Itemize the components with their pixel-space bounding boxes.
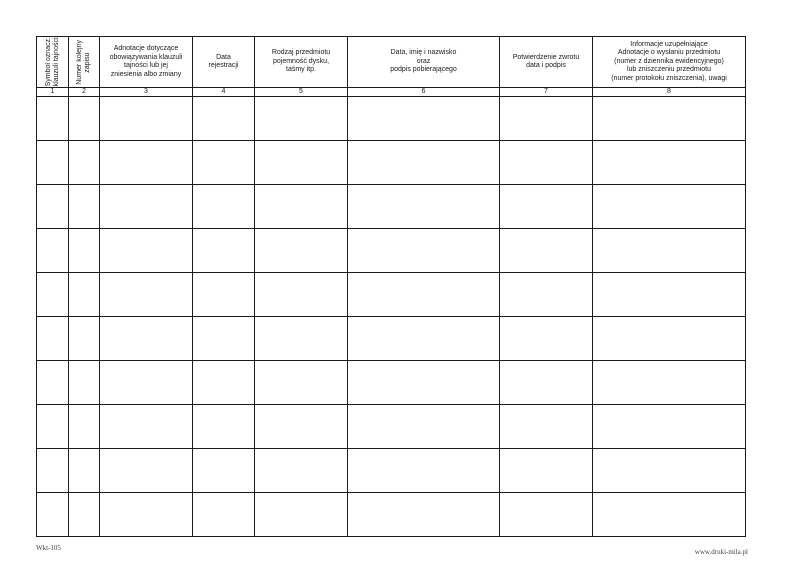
header-line: oraz: [416, 57, 431, 65]
entry-cell[interactable]: [348, 141, 500, 185]
register-table: [36, 36, 746, 537]
entry-cell[interactable]: [255, 493, 348, 537]
entry-cell[interactable]: [100, 361, 193, 405]
entry-cell[interactable]: [37, 97, 69, 141]
entry-cell[interactable]: [100, 185, 193, 229]
entry-cell[interactable]: [193, 97, 255, 141]
header-line: Potwierdzenie zwrotu: [512, 53, 580, 61]
entry-cell[interactable]: [193, 229, 255, 273]
header-line: Adnotacje o wysłaniu przedmiotu: [617, 49, 721, 57]
col-header-registration-date: [193, 37, 255, 88]
entry-cell[interactable]: [37, 493, 69, 537]
entry-cell[interactable]: [100, 273, 193, 317]
header-line: podpis pobierającego: [390, 66, 457, 74]
publisher-website: www.druki-mila.pl: [694, 548, 748, 556]
entry-cell[interactable]: [255, 97, 348, 141]
entry-cell[interactable]: [593, 449, 746, 493]
table-row: [37, 493, 746, 537]
entry-cell[interactable]: [37, 405, 69, 449]
column-number: 1: [37, 88, 69, 97]
entry-cell[interactable]: [69, 449, 100, 493]
entry-cell[interactable]: [500, 97, 593, 141]
entry-cell[interactable]: [500, 185, 593, 229]
col-header-additional-info: [593, 37, 746, 88]
header-line: taśmy itp.: [286, 66, 316, 74]
entry-cell[interactable]: [348, 317, 500, 361]
entry-cell[interactable]: [348, 229, 500, 273]
entry-cell[interactable]: [348, 449, 500, 493]
column-number: 4: [193, 88, 255, 97]
entry-cell[interactable]: [69, 493, 100, 537]
table-row: [37, 361, 746, 405]
entry-cell[interactable]: [593, 141, 746, 185]
column-number: 6: [348, 88, 500, 97]
entry-cell[interactable]: [37, 449, 69, 493]
entry-cell[interactable]: [37, 273, 69, 317]
entry-cell[interactable]: [255, 405, 348, 449]
col-header-collector: [348, 37, 500, 88]
col-header-classification-notes: [100, 37, 193, 88]
table-row: [37, 449, 746, 493]
header-line: data i podpis: [526, 62, 566, 69]
entry-cell[interactable]: [593, 229, 746, 273]
entry-cell[interactable]: [69, 361, 100, 405]
entry-cell[interactable]: [100, 449, 193, 493]
entry-cell[interactable]: [500, 273, 593, 317]
entry-cell[interactable]: [193, 493, 255, 537]
entry-cell[interactable]: [100, 97, 193, 141]
header-line: zapisu: [84, 51, 91, 73]
entry-cell[interactable]: [37, 361, 69, 405]
entry-cell[interactable]: [500, 229, 593, 273]
header-line: (numer z dziennika ewidencyjnego): [614, 57, 724, 65]
table-row: [37, 141, 746, 185]
entry-cell[interactable]: [593, 273, 746, 317]
column-number: 8: [593, 88, 746, 97]
entry-cell[interactable]: [193, 405, 255, 449]
entry-cell[interactable]: [500, 141, 593, 185]
header-line: Data, imię i nazwisko: [390, 49, 457, 57]
entry-cell[interactable]: [500, 493, 593, 537]
entry-cell[interactable]: [255, 185, 348, 229]
entry-cell[interactable]: [69, 273, 100, 317]
entry-cell[interactable]: [69, 229, 100, 273]
entry-cell[interactable]: [348, 493, 500, 537]
entry-cell[interactable]: [348, 273, 500, 317]
header-line: klauzuli tajności: [52, 37, 60, 87]
entry-cell[interactable]: [593, 185, 746, 229]
entry-cell[interactable]: [193, 361, 255, 405]
header-line: Rodzaj przedmiotu: [271, 49, 331, 57]
header-row: [37, 37, 746, 88]
entry-cell[interactable]: [255, 317, 348, 361]
column-number: 5: [255, 88, 348, 97]
header-line: tajności lub jej: [124, 62, 168, 69]
entry-cell[interactable]: [348, 97, 500, 141]
entry-cell[interactable]: [100, 141, 193, 185]
entry-cell[interactable]: [69, 405, 100, 449]
entry-cell[interactable]: [593, 493, 746, 537]
header-line: Symbol oznacz.: [44, 37, 52, 87]
header-line: Informacje uzupełniające: [630, 40, 708, 48]
entry-cell[interactable]: [100, 493, 193, 537]
entry-cell[interactable]: [348, 185, 500, 229]
entry-cell[interactable]: [193, 273, 255, 317]
header-line: pojemność dysku,: [272, 57, 330, 65]
entry-cell[interactable]: [593, 405, 746, 449]
header-line: zniesienia albo zmiany: [110, 70, 182, 78]
entry-cell[interactable]: [500, 317, 593, 361]
header-line: rejestracji: [208, 62, 239, 69]
header-line: (numer protokołu zniszczenia), uwagi: [611, 74, 727, 82]
table-row: [37, 97, 746, 141]
entry-cell[interactable]: [100, 405, 193, 449]
entry-cell[interactable]: [193, 141, 255, 185]
header-line: Numer kolejny: [76, 39, 83, 85]
column-number: 2: [69, 88, 100, 97]
entry-cell[interactable]: [100, 229, 193, 273]
col-header-entry-number: [69, 37, 100, 88]
entry-rows: [37, 97, 746, 537]
header-line: Adnotacje dotyczące: [113, 45, 179, 52]
entry-cell[interactable]: [100, 317, 193, 361]
entry-cell[interactable]: [500, 361, 593, 405]
col-header-item-type: [255, 37, 348, 88]
column-number-row: [37, 88, 746, 97]
entry-cell[interactable]: [37, 229, 69, 273]
entry-cell[interactable]: [69, 97, 100, 141]
register-sheet: [36, 36, 745, 537]
header-line: Data: [216, 53, 231, 61]
entry-cell[interactable]: [593, 361, 746, 405]
entry-cell[interactable]: [255, 273, 348, 317]
entry-cell[interactable]: [193, 317, 255, 361]
header-line: lub zniszczeniu przedmiotu: [626, 66, 712, 74]
entry-cell[interactable]: [500, 405, 593, 449]
entry-cell[interactable]: [500, 449, 593, 493]
column-number: 3: [100, 88, 193, 97]
entry-cell[interactable]: [69, 185, 100, 229]
entry-cell[interactable]: [193, 185, 255, 229]
col-header-return-confirmation: [500, 37, 593, 88]
table-row: [37, 317, 746, 361]
form-code: Wkt-105: [36, 544, 61, 552]
entry-cell[interactable]: [37, 317, 69, 361]
entry-cell[interactable]: [593, 97, 746, 141]
entry-cell[interactable]: [37, 141, 69, 185]
col-header-symbol: [37, 37, 69, 88]
entry-cell[interactable]: [37, 185, 69, 229]
entry-cell[interactable]: [593, 317, 746, 361]
entry-cell[interactable]: [69, 141, 100, 185]
entry-cell[interactable]: [255, 229, 348, 273]
entry-cell[interactable]: [348, 361, 500, 405]
column-number: 7: [500, 88, 593, 97]
table-row: [37, 185, 746, 229]
entry-cell[interactable]: [69, 317, 100, 361]
entry-cell[interactable]: [255, 141, 348, 185]
entry-cell[interactable]: [255, 449, 348, 493]
header-line: obowiązywania klauzuli: [109, 53, 183, 61]
table-row: [37, 273, 746, 317]
entry-cell[interactable]: [193, 449, 255, 493]
table-row: [37, 405, 746, 449]
entry-cell[interactable]: [348, 405, 500, 449]
table-row: [37, 229, 746, 273]
entry-cell[interactable]: [255, 361, 348, 405]
